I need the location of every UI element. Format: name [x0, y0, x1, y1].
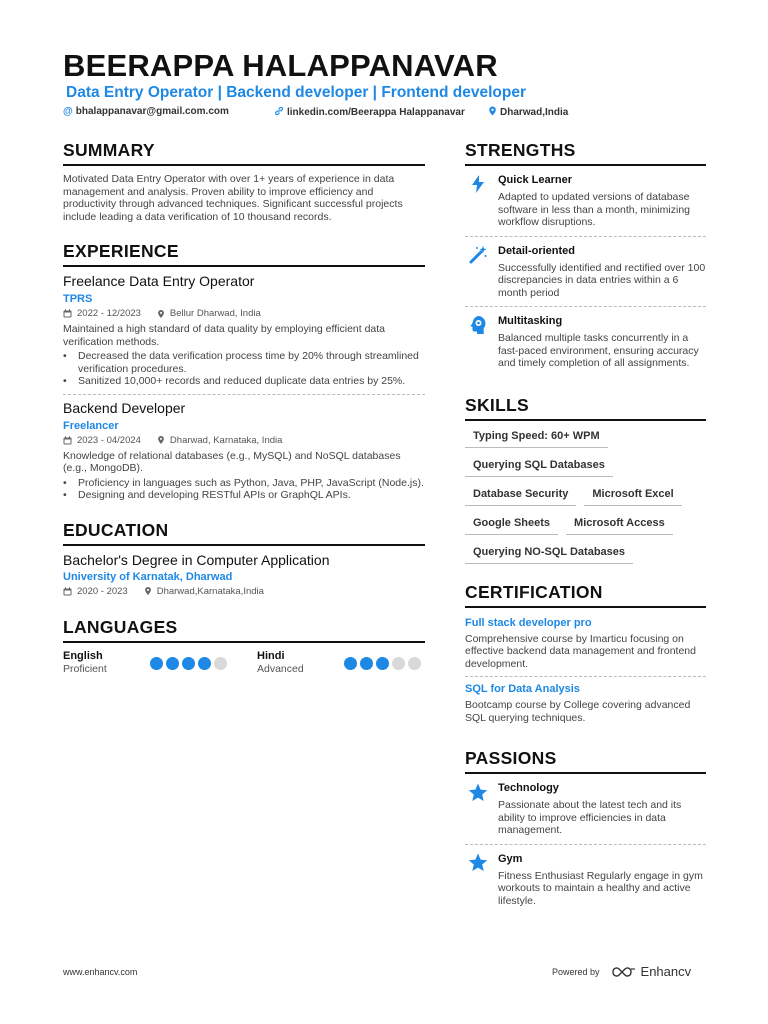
rating-dot-filled [360, 657, 373, 670]
job-meta [63, 308, 425, 319]
skill-tag: Typing Speed: 60+ WPM [465, 427, 608, 448]
divider [63, 394, 425, 395]
job-description: Knowledge of relational databases (e.g., MySQL) and NoSQL databases (e.g., MongoDB). [63, 449, 401, 474]
strength-desc: Balanced multiple tasks concurrently in a fast-paced environment, ensuring accuracy and timely completion of all assignments. [498, 332, 699, 369]
experience-heading: EXPERIENCE [63, 241, 425, 267]
linkedin-text: linkedin.com/Beerappa Halappanavar [287, 107, 465, 118]
location-text: Dharwad,India [500, 107, 569, 118]
rating-dot-filled [182, 657, 195, 670]
location-pin-icon [144, 586, 152, 596]
contact-linkedin[interactable] [274, 106, 465, 119]
job-bullet: • Designing and developing RESTful APIs or GraphQL APIs. [63, 489, 425, 502]
job-bullet: • Sanitized 10,000+ records and reduced duplicate data entries by 25%. [63, 375, 425, 388]
rating-dot-filled [376, 657, 389, 670]
skills-list [465, 427, 706, 564]
job-dates-text: 2023 - 04/2024 [77, 434, 141, 446]
location-pin-icon [157, 435, 165, 445]
education-section [63, 520, 425, 597]
certification-title: SQL for Data Analysis [465, 683, 580, 695]
language-item [63, 650, 107, 675]
passion-title: Gym [498, 852, 523, 865]
rating-dot-empty [408, 657, 421, 670]
language-rating [344, 657, 421, 670]
rating-dot-filled [198, 657, 211, 670]
link-icon [274, 106, 284, 119]
education-heading: EDUCATION [63, 520, 425, 546]
brain-head-icon [467, 314, 489, 336]
candidate-titles: Data Entry Operator | Backend developer | Frontend developer [66, 84, 527, 101]
language-name: Hindi [257, 649, 285, 662]
skill-tag: Database Security [465, 485, 576, 506]
right-column [465, 140, 706, 907]
passion-title: Technology [498, 782, 559, 794]
footer-branding[interactable] [552, 964, 691, 979]
job-role: Freelance Data Entry Operator [63, 273, 255, 289]
job-entry [63, 273, 425, 394]
lightning-icon [467, 173, 489, 195]
location-pin-icon [157, 309, 165, 319]
strength-title: Detail-oriented [498, 244, 576, 257]
job-dates-text: 2022 - 12/2023 [77, 308, 141, 319]
calendar-icon [63, 309, 72, 318]
job-description: Maintained a high standard of data quality by employing efficient data verification methods. [63, 323, 386, 348]
calendar-icon [63, 587, 72, 596]
skills-heading: SKILLS [465, 395, 706, 421]
strength-desc: Successfully identified and rectified over 100 discrepancies in data entries within a 6 month period [498, 261, 706, 299]
skill-row [465, 456, 706, 477]
calendar-icon [63, 436, 72, 445]
strength-item [465, 245, 706, 307]
job-meta [63, 435, 425, 446]
passions-heading: PASSIONS [465, 748, 706, 774]
divider [465, 844, 706, 845]
job-company: TPRS [63, 293, 93, 305]
strength-title: Multitasking [498, 315, 563, 327]
education-location-text: Dharwad,Karnataka,India [156, 585, 264, 597]
summary-text: Motivated Data Entry Operator with over 1+ years of experience in data management and analysis. Proven ability to improve efficiency and productivity through advanced techniques. Significant successful projects include leading a data verification of 10 thousand records. [63, 173, 403, 223]
skill-tag: Microsoft Access [566, 514, 673, 535]
rating-dot-filled [150, 657, 163, 670]
skill-tag: Querying NO-SQL Databases [465, 543, 633, 564]
star-icon [467, 781, 489, 803]
footer-website[interactable]: www.enhancv.com [63, 967, 138, 977]
skill-tag: Querying SQL Databases [465, 456, 613, 477]
job-location [157, 308, 261, 319]
strength-item [465, 315, 706, 370]
skill-row [465, 485, 706, 506]
skill-row [465, 543, 706, 564]
job-location [157, 435, 282, 446]
skill-row [465, 514, 706, 535]
passion-item [465, 782, 706, 844]
skill-row [465, 427, 706, 448]
certification-title: Full stack developer pro [465, 616, 592, 629]
passion-item [465, 853, 706, 908]
school: University of Karnatak, Dharwad [63, 570, 233, 583]
at-sign-icon: @ [63, 106, 73, 117]
language-item [257, 650, 304, 675]
contact-location [488, 106, 568, 119]
passion-desc: Fitness Enthusiast Regularly engage in gym workouts to maintain a healthy and active lifestyle. [498, 869, 703, 907]
job-dates [63, 435, 141, 446]
divider [465, 676, 706, 677]
certification-heading: CERTIFICATION [465, 582, 706, 608]
summary-section [63, 140, 425, 223]
education-dates [63, 586, 128, 597]
brand-logo [612, 964, 692, 979]
location-pin-icon [488, 106, 497, 119]
star-icon [467, 852, 489, 874]
brand-name: Enhancv [640, 964, 692, 979]
experience-section [63, 241, 425, 502]
language-level: Proficient [63, 662, 107, 675]
job-location-text: Bellur Dharwad, India [169, 308, 261, 319]
language-name: English [63, 649, 103, 662]
contact-email[interactable] [63, 106, 229, 117]
strength-desc: Adapted to updated versions of database software in less than a month, minimizing workflow disruptions. [498, 191, 690, 228]
passion-desc: Passionate about the latest tech and its ability to improve efficiencies in data management. [498, 799, 682, 836]
job-entry [63, 400, 425, 502]
job-bullets [63, 477, 425, 502]
certification-item [465, 617, 706, 677]
rating-dot-filled [166, 657, 179, 670]
summary-heading: SUMMARY [63, 140, 425, 166]
job-role: Backend Developer [63, 399, 186, 416]
left-column [63, 140, 425, 677]
strengths-heading: STRENGTHS [465, 140, 706, 166]
certification-desc: Bootcamp course by College covering advanced SQL querying techniques. [465, 699, 691, 724]
rating-dot-empty [392, 657, 405, 670]
rating-dot-empty [214, 657, 227, 670]
job-location-text: Dharwad, Karnataka, India [169, 434, 283, 446]
strengths-section [465, 140, 706, 370]
email-text: bhalappanavar@gmail.com.com [75, 106, 229, 117]
job-dates [63, 308, 141, 319]
magic-wand-icon [467, 244, 489, 266]
divider [465, 306, 706, 307]
enhancv-logo-icon [612, 966, 636, 978]
education-location [144, 586, 264, 597]
skills-section [465, 395, 706, 564]
candidate-name: BEERAPPA HALAPPANAVAR [63, 48, 498, 83]
certification-section [465, 582, 706, 725]
certification-item [465, 683, 706, 724]
language-rating [150, 657, 227, 670]
job-bullet: • Proficiency in languages such as Python, Java, PHP, JavaScript (Node.js). [63, 477, 425, 490]
strength-title: Quick Learner [498, 174, 572, 186]
education-meta [63, 586, 425, 597]
divider [465, 236, 706, 237]
language-level: Advanced [257, 662, 304, 675]
job-bullets [63, 350, 425, 388]
education-dates-text: 2020 - 2023 [77, 585, 128, 597]
powered-by-label: Powered by [552, 966, 600, 977]
skill-tag: Google Sheets [465, 514, 558, 535]
skill-tag: Microsoft Excel [584, 485, 681, 506]
strength-item [465, 174, 706, 236]
passions-section [465, 748, 706, 907]
languages-heading: LANGUAGES [63, 617, 425, 643]
degree: Bachelor's Degree in Computer Application [63, 551, 330, 568]
job-company: Freelancer [63, 419, 119, 432]
certification-desc: Comprehensive course by Imarticu focusing on effective backend data management and frontend development. [465, 632, 696, 670]
rating-dot-filled [344, 657, 357, 670]
languages-section [63, 617, 425, 677]
job-bullet: • Decreased the data verification process time by 20% through streamlined verification procedures. [63, 350, 425, 375]
